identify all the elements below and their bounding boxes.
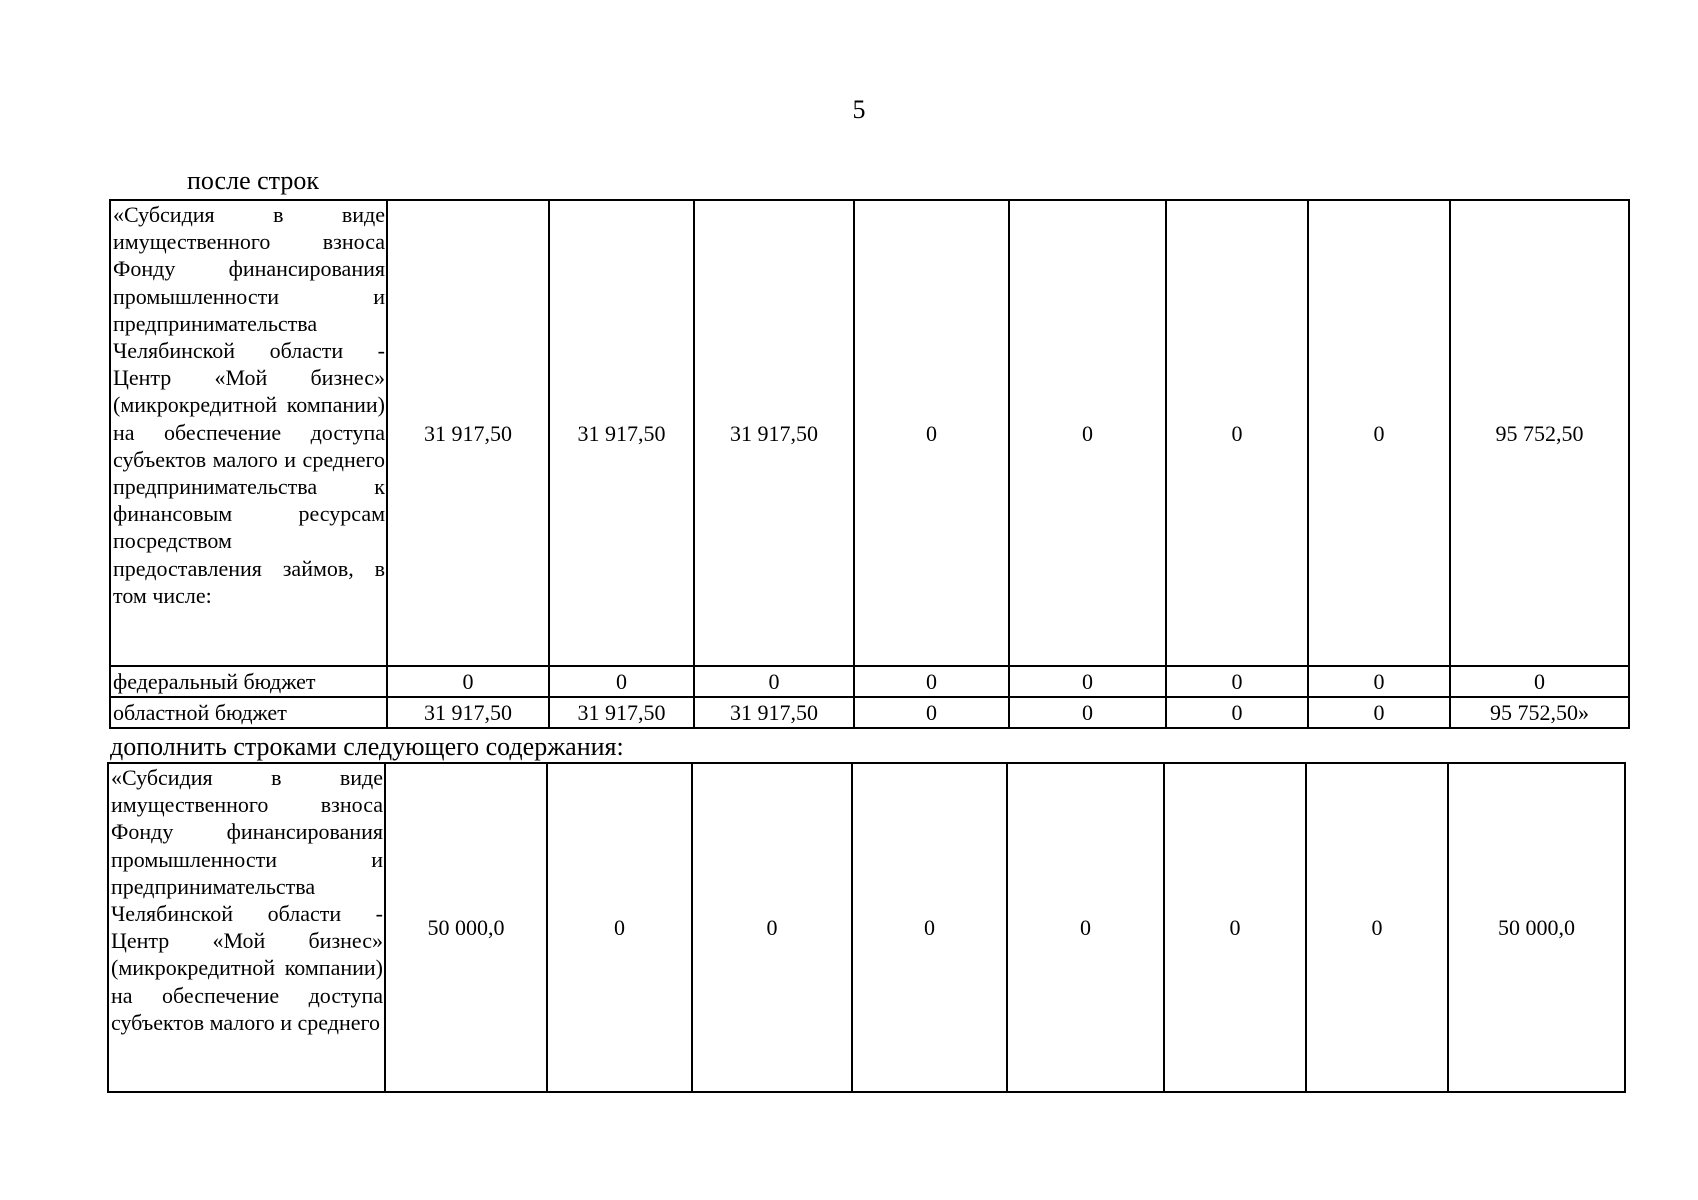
value-cell: 50 000,0 (1448, 763, 1625, 1092)
value-cell: 0 (1007, 763, 1164, 1092)
value-cell: 0 (854, 666, 1009, 697)
value-cell: 0 (692, 763, 852, 1092)
value-cell: 31 917,50 (694, 697, 854, 728)
value-cell: 0 (852, 763, 1007, 1092)
value-cell: 0 (854, 697, 1009, 728)
table-row (110, 666, 1629, 697)
value-cell: 0 (1450, 666, 1629, 697)
value-cell: 31 917,50 (694, 200, 854, 666)
value-cell: 0 (1308, 697, 1450, 728)
value-cell: 0 (1308, 666, 1450, 697)
value-cell: 0 (547, 763, 692, 1092)
row-label: областной бюджет (110, 697, 387, 728)
row-label: «Субсидия в виде имущественного взноса Фонду финансирования промышленности и предпринимательства Челябинской области - Центр «Мой бизнес» (микрокредитной компании) на обеспечение доступа субъектов малого и среднего предпринимательства к финансовым ресурсам посредством предоставления займов, в том числе: (110, 200, 387, 666)
value-cell: 95 752,50» (1450, 697, 1629, 728)
row-label: «Субсидия в виде имущественного взноса Фонду финансирования промышленности и предпринимательства Челябинской области - Центр «Мой бизнес» (микрокредитной компании) на обеспечение доступа субъектов малого и среднего (108, 763, 385, 1092)
value-cell: 0 (387, 666, 549, 697)
value-cell: 0 (1306, 763, 1448, 1092)
page-number: 5 (852, 95, 866, 124)
value-cell: 31 917,50 (549, 697, 694, 728)
value-cell: 0 (1009, 200, 1166, 666)
value-cell: 31 917,50 (387, 200, 549, 666)
value-cell: 0 (1166, 200, 1308, 666)
value-cell: 0 (694, 666, 854, 697)
intro-text: после строк (187, 166, 319, 195)
value-cell: 0 (1009, 666, 1166, 697)
insert-instruction-text: дополнить строками следующего содержания: (110, 732, 624, 761)
value-cell: 31 917,50 (549, 200, 694, 666)
value-cell: 0 (1009, 697, 1166, 728)
value-cell: 0 (1164, 763, 1306, 1092)
value-cell: 95 752,50 (1450, 200, 1629, 666)
value-cell: 31 917,50 (387, 697, 549, 728)
table-row (110, 697, 1629, 728)
value-cell: 0 (549, 666, 694, 697)
table-row (108, 763, 1625, 1092)
budget-table-existing-rows (109, 199, 1630, 729)
value-cell: 0 (1166, 666, 1308, 697)
table-row (110, 200, 1629, 666)
budget-table-new-rows (107, 762, 1626, 1093)
value-cell: 0 (1308, 200, 1450, 666)
value-cell: 50 000,0 (385, 763, 547, 1092)
row-label: федеральный бюджет (110, 666, 387, 697)
value-cell: 0 (1166, 697, 1308, 728)
value-cell: 0 (854, 200, 1009, 666)
